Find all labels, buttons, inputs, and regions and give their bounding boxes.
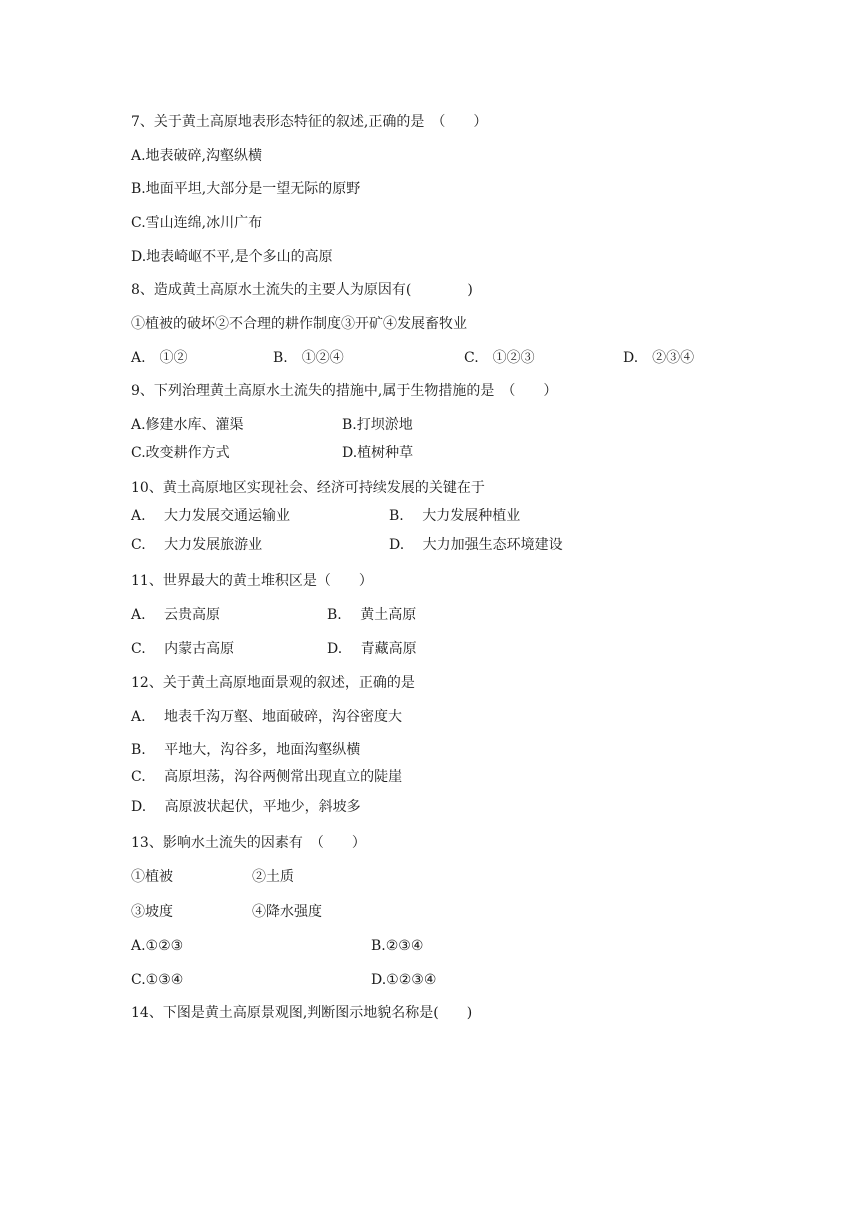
q9-option-a: A.修建水库、灌渠 — [131, 417, 244, 433]
q10-option-b: B. 大力发展种植业 — [389, 508, 521, 524]
q7-option-b: B.地面平坦,大部分是一望无际的原野 — [131, 181, 361, 197]
q9-option-d: D.植树种草 — [342, 445, 414, 461]
q12-option-b: B. 平地大，沟谷多，地面沟壑纵横 — [131, 742, 361, 758]
q8-option-a: A. ①② — [131, 350, 188, 366]
q11-option-b: B. 黄土高原 — [327, 607, 417, 623]
q8-option-c: C. ①②③ — [464, 350, 535, 366]
q13-factor-4: ④降水强度 — [252, 904, 322, 920]
q13-option-c: C.①③④ — [131, 972, 184, 988]
q14-stem: 14、下图是黄土高原景观图,判断图示地貌名称是( ) — [131, 1005, 473, 1021]
q10-option-d: D. 大力加强生态环境建设 — [389, 537, 563, 553]
q12-option-c: C. 高原坦荡，沟谷两侧常出现直立的陡崖 — [131, 769, 403, 785]
q8-stem: 8、造成黄土高原水土流失的主要人为原因有( ) — [131, 282, 473, 298]
q10-option-c: C. 大力发展旅游业 — [131, 537, 263, 553]
q7-stem: 7、关于黄土高原地表形态特征的叙述,正确的是 （ ） — [131, 114, 488, 130]
q11-option-d: D. 青藏高原 — [327, 641, 417, 657]
q13-stem: 13、影响水土流失的因素有 （ ） — [131, 835, 366, 851]
q13-factor-3: ③坡度 — [131, 904, 173, 920]
q11-option-c: C. 内蒙古高原 — [131, 641, 235, 657]
q8-option-b: B. ①②④ — [273, 350, 344, 366]
q13-option-a: A.①②③ — [131, 938, 184, 954]
q12-option-a: A. 地表千沟万壑、地面破碎，沟谷密度大 — [131, 709, 403, 725]
q7-option-a: A.地表破碎,沟壑纵横 — [131, 148, 263, 164]
q12-option-d: D. 高原波状起伏，平地少，斜坡多 — [131, 799, 361, 815]
q12-stem: 12、关于黄土高原地面景观的叙述，正确的是 — [131, 675, 415, 691]
q8-option-d: D. ②③④ — [623, 350, 695, 366]
q7-option-c: C.雪山连绵,冰川广布 — [131, 215, 263, 231]
q8-items: ①植被的破坏②不合理的耕作制度③开矿④发展畜牧业 — [131, 316, 467, 332]
q10-stem: 10、黄土高原地区实现社会、经济可持续发展的关键在于 — [131, 480, 485, 496]
q9-stem: 9、下列治理黄土高原水土流失的措施中,属于生物措施的是 （ ） — [131, 383, 558, 399]
q9-option-c: C.改变耕作方式 — [131, 445, 230, 461]
q10-option-a: A. 大力发展交通运输业 — [131, 508, 291, 524]
q11-option-a: A. 云贵高原 — [131, 607, 221, 623]
q13-option-b: B.②③④ — [371, 938, 424, 954]
q13-factor-1: ①植被 — [131, 869, 173, 885]
q13-option-d: D.①②③④ — [371, 972, 437, 988]
q9-option-b: B.打坝淤地 — [342, 417, 413, 433]
q11-stem: 11、世界最大的黄土堆积区是（ ） — [131, 573, 373, 589]
q7-option-d: D.地表崎岖不平,是个多山的高原 — [131, 249, 333, 265]
q13-factor-2: ②土质 — [252, 869, 294, 885]
